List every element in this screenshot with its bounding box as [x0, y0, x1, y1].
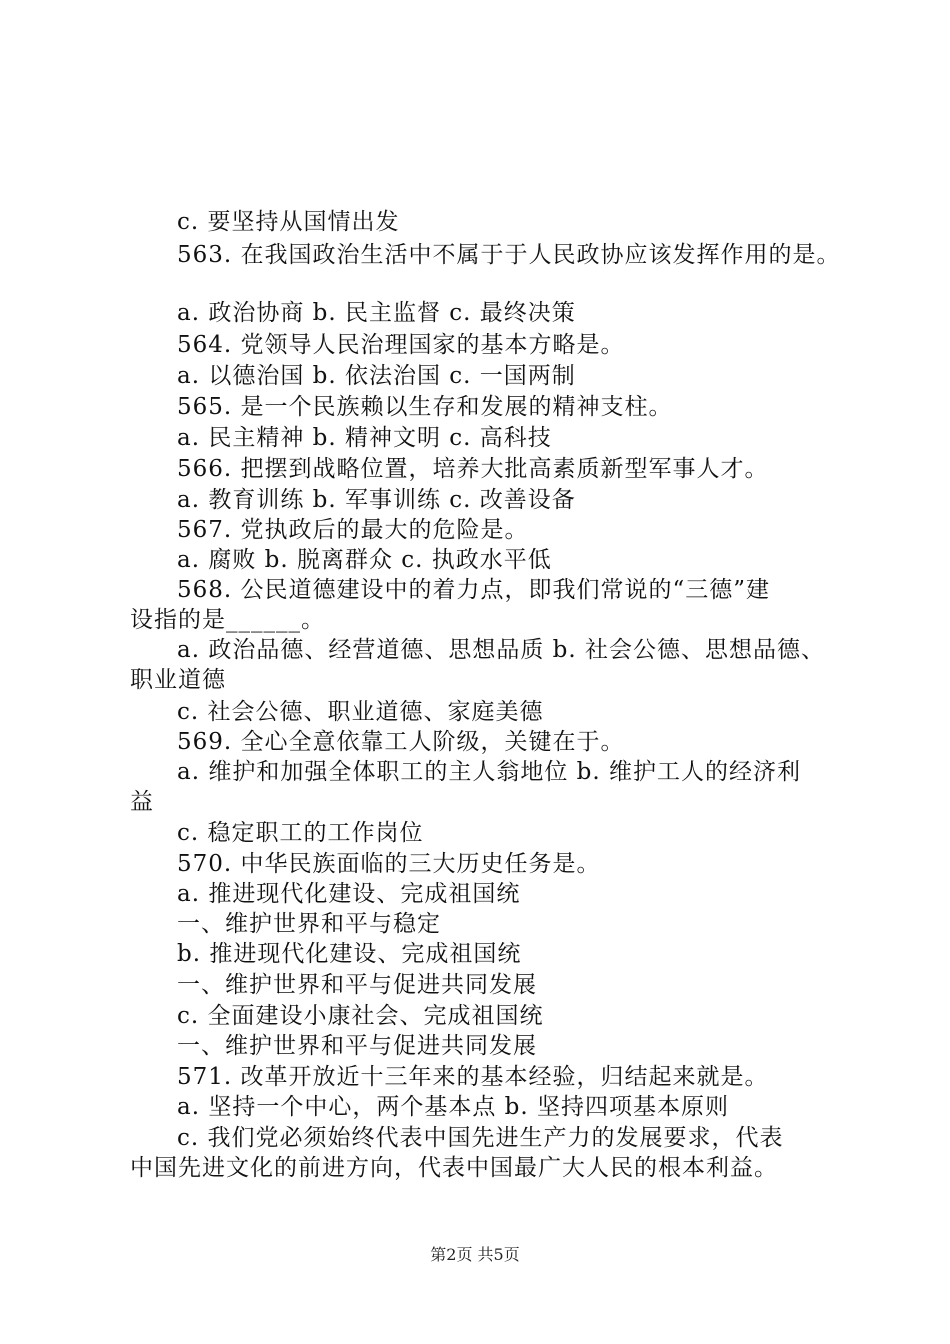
- option-line: a. 以德治国 b. 依法治国 c. 一国两制: [177, 363, 576, 389]
- option-line: c. 要坚持从国情出发: [177, 209, 400, 235]
- option-line: c. 社会公德、职业道德、家庭美德: [177, 699, 544, 725]
- page-footer: 第2页 共5页: [430, 1245, 520, 1264]
- question-563: 563. 在我国政治生活中不属于于人民政协应该发挥作用的是。: [177, 242, 841, 268]
- question-571: 571. 改革开放近十三年来的基本经验，归结起来就是。: [177, 1064, 769, 1090]
- option-line-cont: 一、维护世界和平与稳定: [177, 911, 441, 937]
- option-line: a. 坚持一个中心，两个基本点 b. 坚持四项基本原则: [177, 1094, 729, 1120]
- option-line: a. 政治协商 b. 民主监督 c. 最终决策: [177, 300, 576, 326]
- question-568-cont: 设指的是______。: [130, 607, 325, 633]
- option-line: c. 稳定职工的工作岗位: [177, 820, 424, 846]
- option-line: a. 维护和加强全体职工的主人翁地位 b. 维护工人的经济利: [177, 759, 801, 785]
- option-line-cont: 中国先进文化的前进方向，代表中国最广大人民的根本利益。: [130, 1155, 778, 1181]
- question-564: 564. 党领导人民治理国家的基本方略是。: [177, 332, 625, 358]
- option-line: c. 全面建设小康社会、完成祖国统: [177, 1003, 544, 1029]
- option-line-cont: 一、维护世界和平与促进共同发展: [177, 1033, 537, 1059]
- question-570: 570. 中华民族面临的三大历史任务是。: [177, 851, 601, 877]
- option-line: b. 推进现代化建设、完成祖国统: [177, 941, 522, 967]
- option-line-cont: 职业道德: [130, 667, 226, 693]
- question-567: 567. 党执政后的最大的危险是。: [177, 517, 529, 543]
- option-line-cont: 益: [130, 789, 154, 815]
- option-line: a. 教育训练 b. 军事训练 c. 改善设备: [177, 487, 576, 513]
- question-566: 566. 把摆到战略位置，培养大批高素质新型军事人才。: [177, 456, 769, 482]
- option-line: a. 政治品德、经营道德、思想品质 b. 社会公德、思想品德、: [177, 637, 825, 663]
- option-line: a. 腐败 b. 脱离群众 c. 执政水平低: [177, 547, 552, 573]
- question-565: 565. 是一个民族赖以生存和发展的精神支柱。: [177, 394, 673, 420]
- option-line: a. 推进现代化建设、完成祖国统: [177, 881, 521, 907]
- question-568: 568. 公民道德建设中的着力点，即我们常说的“三德”建: [177, 577, 771, 603]
- option-line-cont: 一、维护世界和平与促进共同发展: [177, 972, 537, 998]
- question-569: 569. 全心全意依靠工人阶级，关键在于。: [177, 729, 625, 755]
- option-line: c. 我们党必须始终代表中国先进生产力的发展要求，代表: [177, 1125, 784, 1151]
- option-line: a. 民主精神 b. 精神文明 c. 高科技: [177, 425, 552, 451]
